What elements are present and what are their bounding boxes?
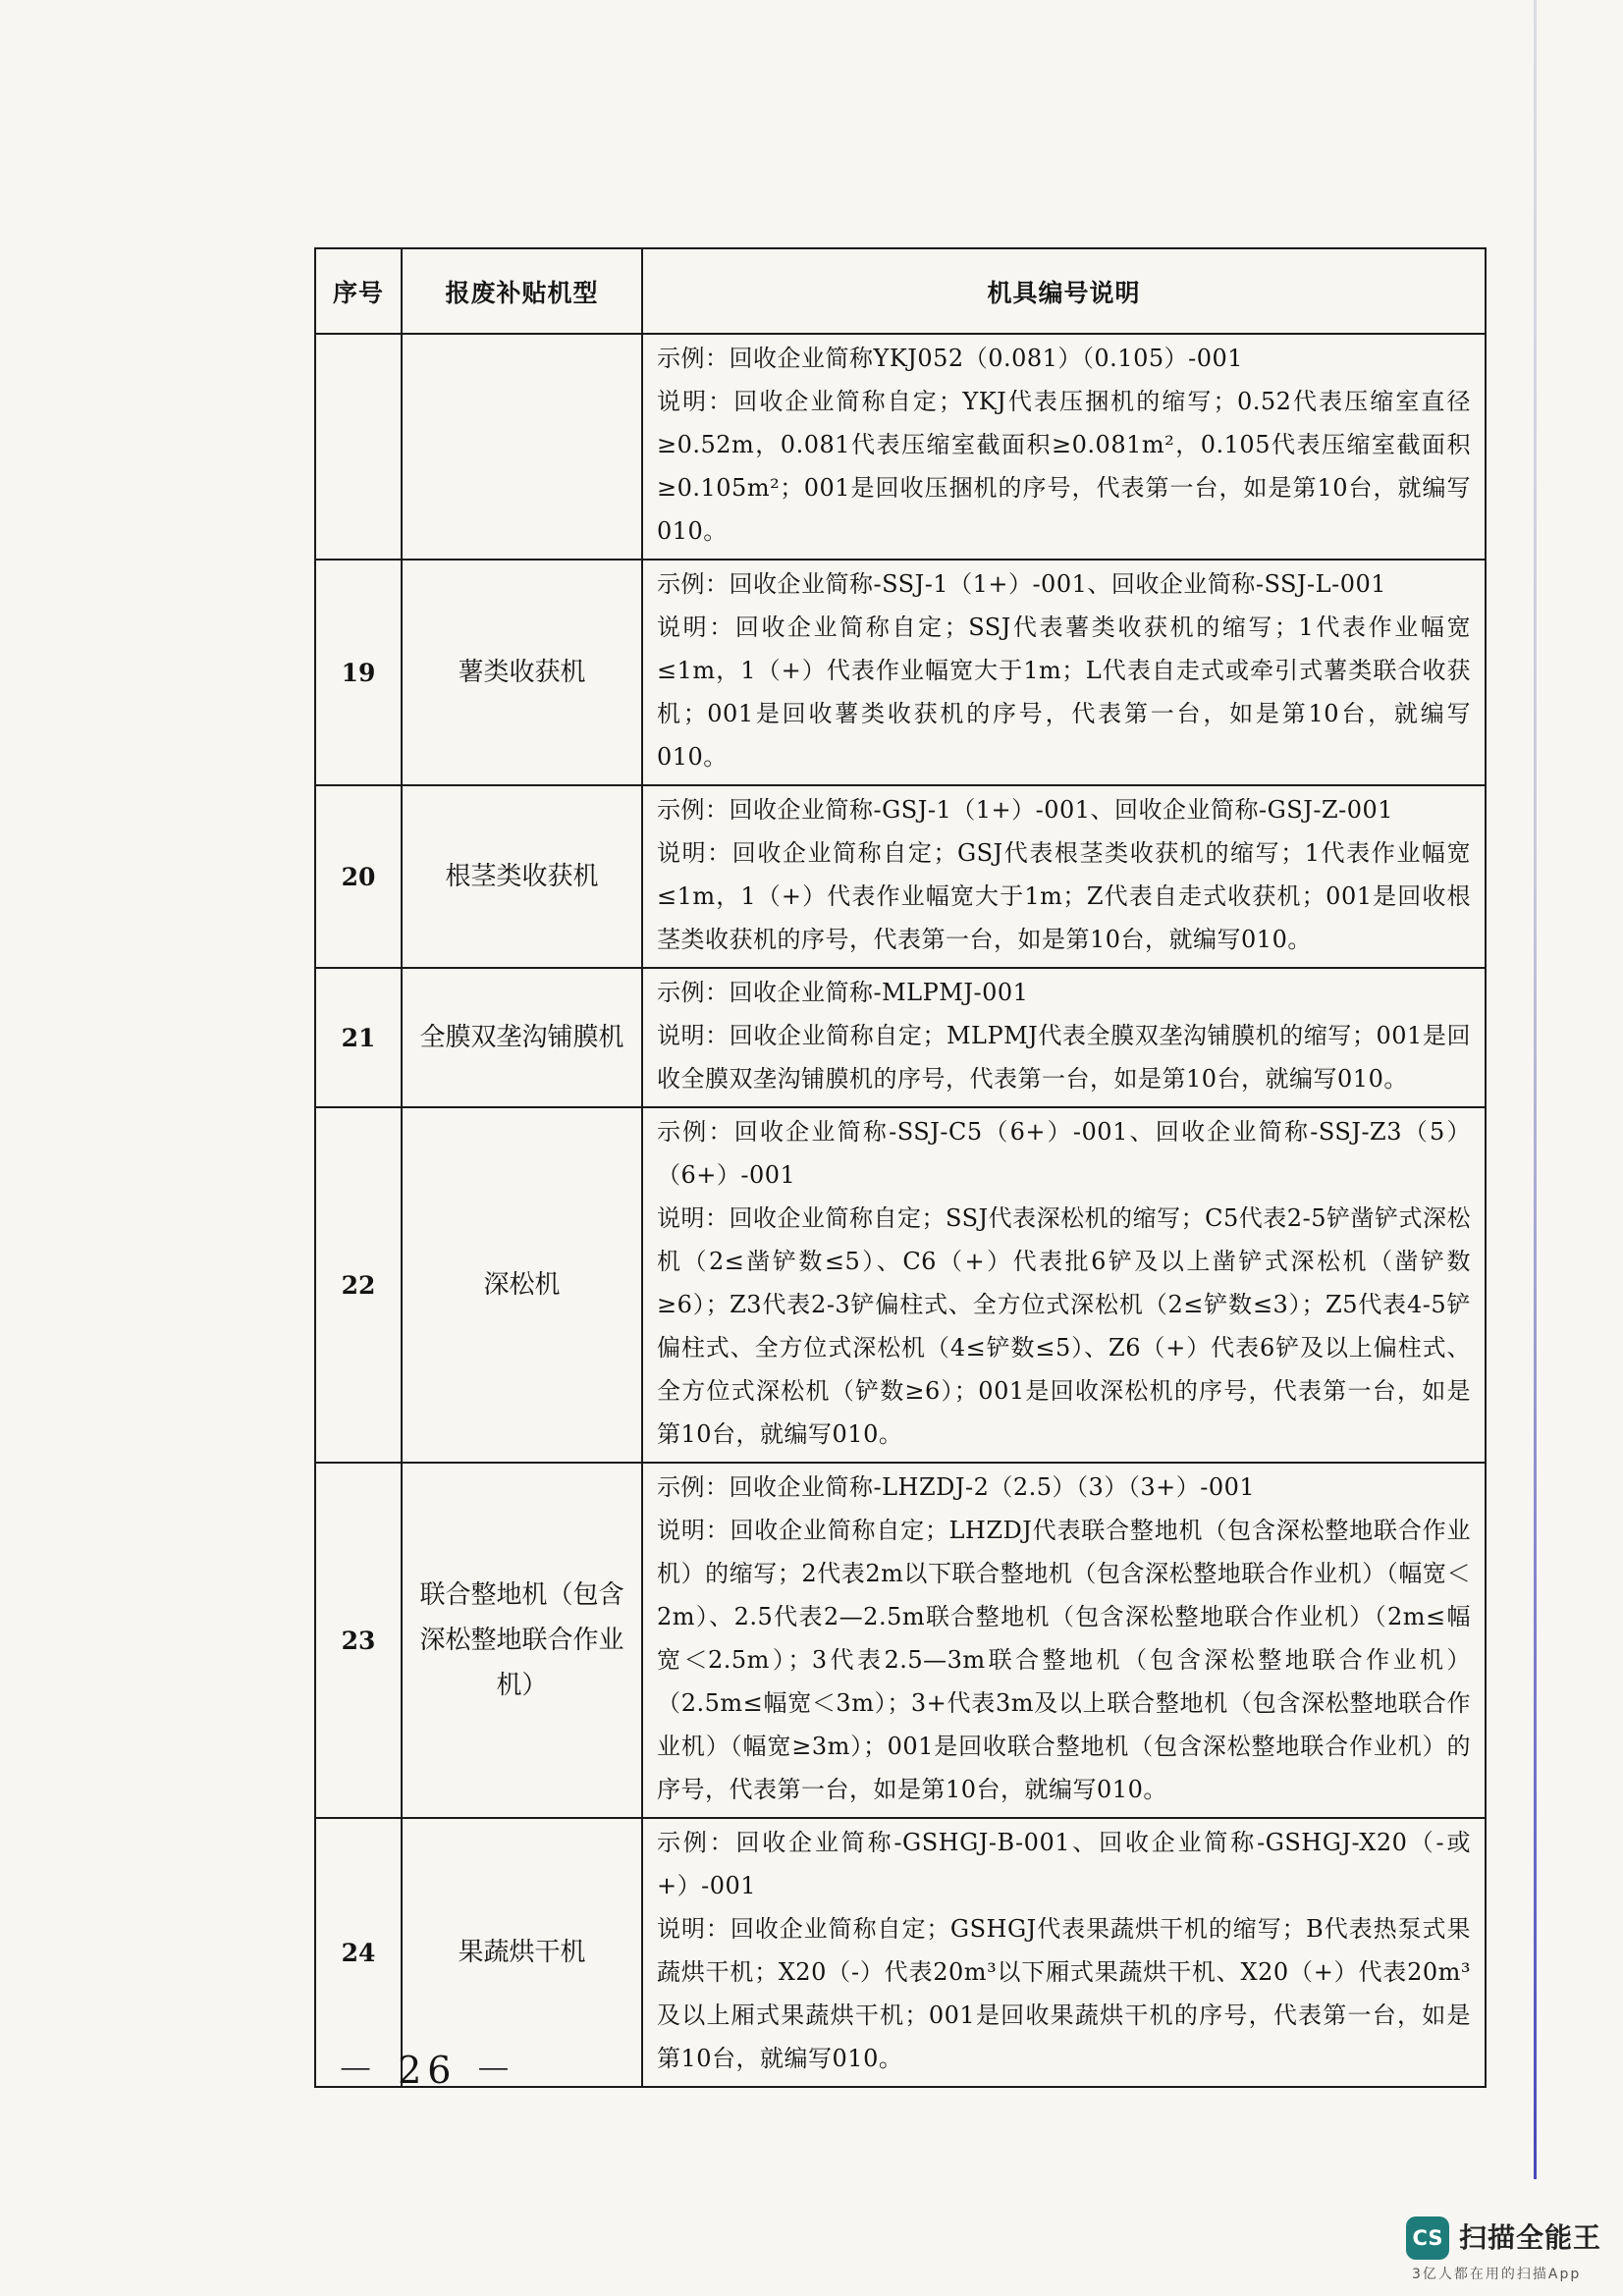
example-text: 示例：回收企业简称YKJ052（0.081）（0.105）-001 [657,345,1244,372]
table-header-row [315,248,1486,334]
watermark-tagline: 3亿人都在用的扫描App [1412,2267,1582,2282]
table-row [315,968,1486,1107]
example-text: 示例：回收企业简称-SSJ-1（1+）-001、回收企业简称-SSJ-L-001 [657,570,1387,598]
page-number: － 26 － [337,2049,518,2092]
table-row [315,334,1486,560]
example-text: 示例：回收企业简称-SSJ-C5（6+）-001、回收企业简称-SSJ-Z3（5）（6+）-001 [657,1118,1471,1189]
row-machine-type [402,334,642,560]
explanation-text: 说明：回收企业简称自定；YKJ代表压捆机的缩写；0.52代表压缩室直径≥0.52m，0.081代表压缩室截面积≥0.081m²，0.105代表压缩室截面积≥0.105m²；001是回收压捆机的序号，代表第一台，如是第10台，就编写010。 [657,388,1471,545]
row-serial-no [315,334,402,560]
row-serial-no: 23 [315,1463,402,1818]
header-serial-no: 序号 [315,248,402,334]
explanation-text: 说明：回收企业简称自定；MLPMJ代表全膜双垄沟铺膜机的缩写；001是回收全膜双垄沟铺膜机的序号，代表第一台，如是第10台，就编写010。 [657,1022,1471,1093]
row-machine-type: 果蔬烘干机 [402,1818,642,2087]
row-code-description [642,1818,1486,2087]
row-code-description [642,1463,1486,1818]
row-machine-type: 联合整地机（包含深松整地联合作业机） [402,1463,642,1818]
row-code-description [642,334,1486,560]
explanation-text: 说明：回收企业简称自定；LHZDJ代表联合整地机（包含深松整地联合作业机）的缩写；2代表2m以下联合整地机（包含深松整地联合作业机）（幅宽＜2m）、2.5代表2—2.5m联合整地机（包含深松整地联合作业机）（2m≤幅宽＜2.5m）；3代表2.5—3m联合整地机（包含深松整地联合作业机）（2.5m≤幅宽＜3m）；3+代表3m及以上联合整地机（包含深松整地联合作业机）（幅宽≥3m）；001是回收联合整地机（包含深松整地联合作业机）的序号，代表第一台，如是第10台，就编写010。 [657,1517,1471,1803]
explanation-text: 说明：回收企业简称自定；SSJ代表薯类收获机的缩写；1代表作业幅宽≤1m，1（+）代表作业幅宽大于1m；L代表自走式或牵引式薯类联合收获机；001是回收薯类收获机的序号，代表第一台，如是第10台，就编写010。 [657,614,1471,771]
row-serial-no: 21 [315,968,402,1107]
row-code-description [642,560,1486,785]
table-row [315,785,1486,968]
example-text: 示例：回收企业简称-GSJ-1（1+）-001、回收企业简称-GSJ-Z-001 [657,796,1394,824]
row-serial-no: 22 [315,1107,402,1463]
example-text: 示例：回收企业简称-GSHGJ-B-001、回收企业简称-GSHGJ-X20（-或+）-001 [657,1829,1471,1899]
subsidy-machine-table [314,247,1487,2088]
row-machine-type: 薯类收获机 [402,560,642,785]
camscanner-logo-icon: CS [1406,2216,1449,2260]
page-edge-line [1534,0,1537,2179]
example-text: 示例：回收企业简称-MLPMJ-001 [657,979,1029,1006]
row-serial-no: 19 [315,560,402,785]
row-code-description [642,968,1486,1107]
row-serial-no: 24 [315,1818,402,2087]
explanation-text: 说明：回收企业简称自定；SSJ代表深松机的缩写；C5代表2-5铲凿铲式深松机（2≤凿铲数≤5）、C6（+）代表批6铲及以上凿铲式深松机（凿铲数≥6）；Z3代表2-3铲偏柱式、全方位式深松机（2≤铲数≤3）；Z5代表4-5铲偏柱式、全方位式深松机（4≤铲数≤5）、Z6（+）代表6铲及以上偏柱式、全方位式深松机（铲数≥6）；001是回收深松机的序号，代表第一台，如是第10台，就编写010。 [657,1204,1471,1448]
table-row [315,560,1486,785]
row-code-description [642,785,1486,968]
watermark-app-name: 扫描全能王 [1459,2221,1602,2254]
table-row [315,1107,1486,1463]
explanation-text: 说明：回收企业简称自定；GSHGJ代表果蔬烘干机的缩写；B代表热泵式果蔬烘干机；X20（-）代表20m³以下厢式果蔬烘干机、X20（+）代表20m³及以上厢式果蔬烘干机；001是回收果蔬烘干机的序号，代表第一台，如是第10台，就编写010。 [657,1915,1471,2072]
row-machine-type: 全膜双垄沟铺膜机 [402,968,642,1107]
example-text: 示例：回收企业简称-LHZDJ-2（2.5）（3）（3+）-001 [657,1473,1256,1501]
header-code-description: 机具编号说明 [642,248,1486,334]
row-machine-type: 根茎类收获机 [402,785,642,968]
row-machine-type: 深松机 [402,1107,642,1463]
header-machine-type: 报废补贴机型 [402,248,642,334]
row-serial-no: 20 [315,785,402,968]
row-code-description [642,1107,1486,1463]
table-row [315,1463,1486,1818]
explanation-text: 说明：回收企业简称自定；GSJ代表根茎类收获机的缩写；1代表作业幅宽≤1m，1（+）代表作业幅宽大于1m；Z代表自走式收获机；001是回收根茎类收获机的序号，代表第一台，如是第10台，就编写010。 [657,839,1471,953]
scanner-watermark [1406,2215,1602,2283]
